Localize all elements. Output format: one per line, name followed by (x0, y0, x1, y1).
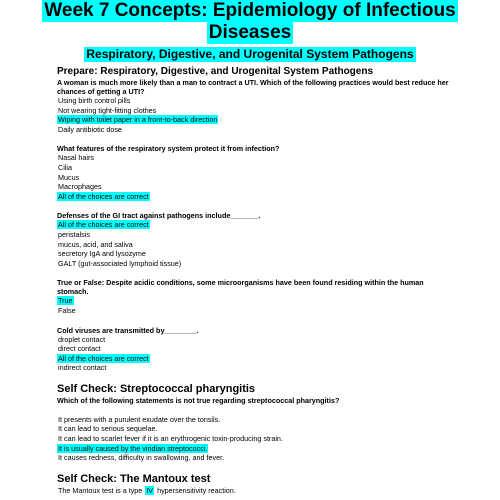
question-block (57, 78, 457, 134)
title-line-1: Week 7 Concepts: Epidemiology of Infectious (44, 0, 456, 21)
page-title (0, 0, 500, 44)
question-prompt: What features of the respiratory system protect it from infection? (57, 144, 280, 154)
question-block (57, 144, 457, 201)
section-heading-mantoux: Self Check: The Mantoux test (57, 472, 211, 485)
answer-option-correct: True (58, 296, 73, 306)
answer-option: direct contact (58, 344, 101, 354)
answer-option: Macrophages (58, 182, 102, 192)
answer-option: secretory IgA and lysozyme (58, 249, 146, 259)
mantoux-answer: IV (146, 485, 154, 495)
document-header (0, 0, 500, 63)
document-body (57, 66, 457, 495)
page-subtitle (0, 45, 500, 63)
subtitle-text: Respiratory, Digestive, and Urogenital System Pathogens (86, 47, 414, 61)
answer-option-correct: It is usually caused by the viridian streptococci. (58, 443, 208, 453)
answer-option: indirect contact (58, 363, 107, 373)
answer-option: False (58, 305, 76, 315)
title-line-2: Diseases (208, 22, 292, 43)
question-block (57, 211, 457, 268)
answer-option: Cilia (58, 162, 72, 172)
section-heading-strep: Self Check: Streptococcal pharyngitis (57, 382, 256, 395)
answer-option-correct: All of the choices are correct (58, 191, 149, 201)
answer-option: Mucus (58, 172, 80, 182)
answer-option: It presents with a purulent exudate over the tonsils. (58, 414, 221, 424)
question-prompt: Defenses of the GI tract against pathogens include_______. (57, 211, 261, 221)
question-prompt: Which of the following statements is not true regarding streptococcal pharyngitis? (57, 395, 340, 405)
question-block (57, 326, 457, 373)
question-prompt: A woman is much more likely than a man to contract a UTI. Which of the following practices would best reduce her chances of getting a UTI? (57, 78, 449, 96)
question-block (57, 278, 457, 315)
section-strep (57, 383, 457, 463)
section-mantoux (57, 473, 457, 496)
answer-option: droplet contact (58, 334, 106, 344)
answer-option-correct: All of the choices are correct (58, 220, 149, 230)
answer-option: Not wearing tight-fitting clothes (58, 105, 157, 115)
mantoux-statement: The Mantoux test is a type IV hypersensitivity reaction. (58, 485, 236, 495)
answer-option: mucus, acid, and saliva (58, 239, 133, 249)
question-prompt: True or False: Despite acidic conditions, some microorganisms have been found residing within the human stomach. (57, 278, 424, 297)
section-heading-prepare: Prepare: Respiratory, Digestive, and Urogenital System Pathogens (57, 66, 374, 77)
answer-option-correct: Wiping with toilet paper in a front-to-back direction (58, 115, 218, 125)
section-prepare (57, 66, 457, 373)
answer-option: Nasal hairs (58, 153, 94, 163)
answer-option: GALT (gut-associated lymphoid tissue) (58, 258, 182, 268)
question-prompt: Cold viruses are transmitted by________. (57, 325, 199, 335)
answer-option: It can lead to serious sequelae. (58, 424, 158, 434)
answer-option: It can lead to scarlet fever if it is an erythrogenic toxin-producing strain. (58, 434, 283, 444)
answer-option: Daily antibiotic dose (58, 124, 122, 134)
answer-option: peristalsis (58, 229, 90, 239)
answer-option-correct: All of the choices are correct (58, 353, 149, 363)
answer-option: It causes redness, difficulty in swallowing, and fever. (58, 453, 225, 463)
answer-option: Using birth control pills (58, 96, 131, 105)
